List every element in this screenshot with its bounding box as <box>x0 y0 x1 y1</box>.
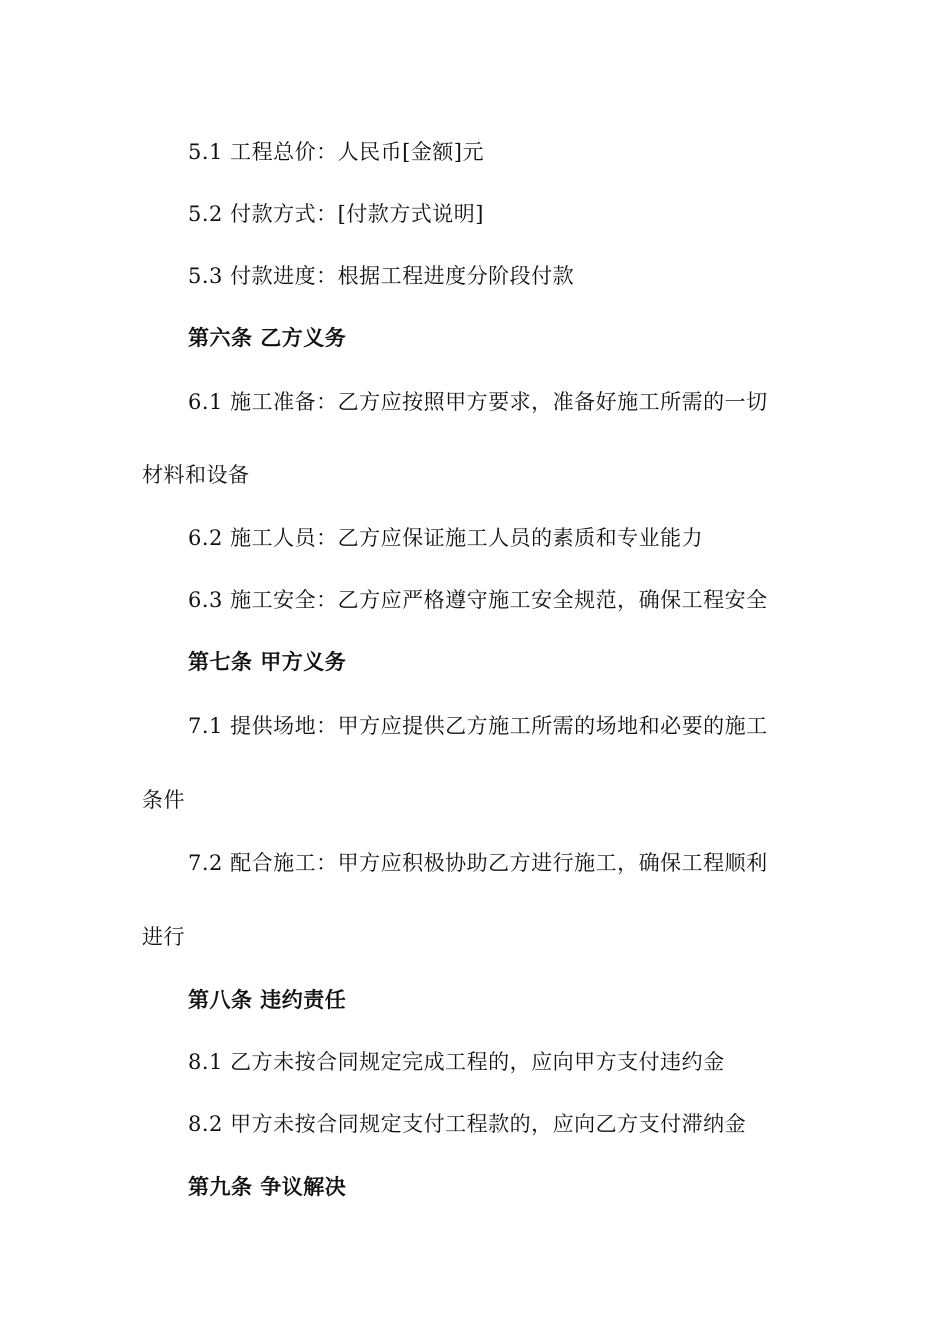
clause-8-2: 8.2 甲方未按合同规定支付工程款的，应向乙方支付滞纳金 <box>188 1112 747 1136</box>
clause-8-1: 8.1 乙方未按合同规定完成工程的，应向甲方支付违约金 <box>188 1050 725 1074</box>
clause-5-1: 5.1 工程总价：人民币[金额]元 <box>188 140 484 164</box>
clause-6-1: 6.1 施工准备：乙方应按照甲方要求，准备好施工所需的一切 <box>188 390 768 414</box>
article-6-heading: 第六条 乙方义务 <box>188 326 347 350</box>
clause-7-2: 7.2 配合施工：甲方应积极协助乙方进行施工，确保工程顺利 <box>188 851 768 875</box>
clause-7-1-continued: 条件 <box>142 788 185 812</box>
clause-6-3: 6.3 施工安全：乙方应严格遵守施工安全规范，确保工程安全 <box>188 588 768 612</box>
clause-5-2: 5.2 付款方式：[付款方式说明] <box>188 202 484 226</box>
article-9-heading: 第九条 争议解决 <box>188 1175 347 1199</box>
clause-7-2-continued: 进行 <box>142 925 185 949</box>
clause-7-1: 7.1 提供场地：甲方应提供乙方施工所需的场地和必要的施工 <box>188 714 768 738</box>
clause-6-2: 6.2 施工人员：乙方应保证施工人员的素质和专业能力 <box>188 526 704 550</box>
article-7-heading: 第七条 甲方义务 <box>188 650 347 674</box>
clause-5-3: 5.3 付款进度：根据工程进度分阶段付款 <box>188 264 575 288</box>
article-8-heading: 第八条 违约责任 <box>188 988 347 1012</box>
clause-6-1-continued: 材料和设备 <box>142 463 250 487</box>
